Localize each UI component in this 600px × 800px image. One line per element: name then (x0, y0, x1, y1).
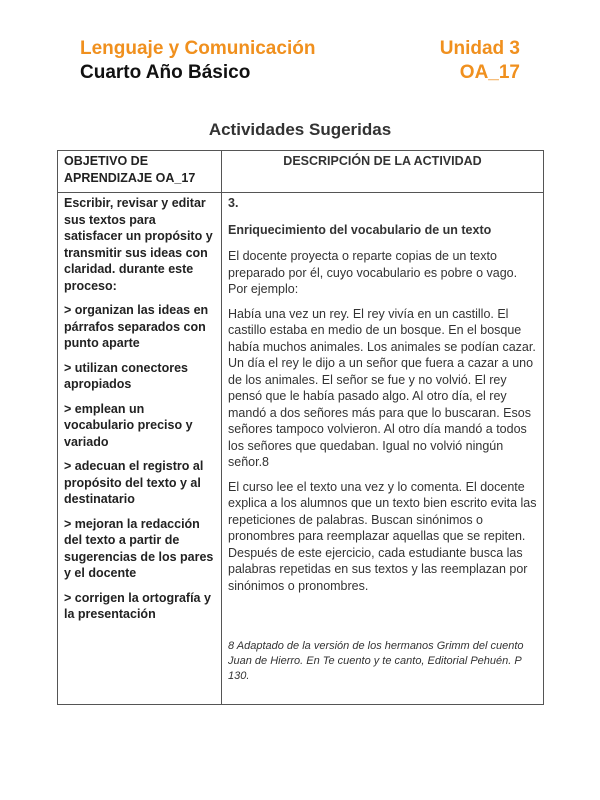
section-title: Actividades Sugeridas (208, 120, 392, 139)
activity-number: 3. (228, 196, 239, 210)
activity-cell (222, 193, 544, 705)
objective-item: > corrigen la ortografía y la presentación (64, 590, 211, 621)
activity-paragraph: El docente proyecta o reparte copias de un texto preparado por él, cuyo vocabulario es pobre o vago. Por ejemplo: (228, 249, 518, 296)
footnote: 8 Adaptado de la versión de los hermanos Grimm del cuento Juan de Hierro. En Te cuento y te canto, Editorial Pehuén. P 130. (228, 640, 524, 682)
example-text: Había una vez un rey. El rey vivía en un castillo. El castillo estaba en medio de un bosque. En el bosque había muchos animales. Los animales se podían cazar. Un día el rey le dijo a un señor que fuera a cazar a uno de los animales. El señor se fue y no volvió. El rey pensó que le había pasado algo. Al otro día, el rey mandó a dos señores más para que lo buscaran. Esos señores tampoco volvieron. Al otro día mandó a todos los señores que quedaban. Igual no volvió ningún señor.8 (228, 306, 536, 469)
activity-title: Enriquecimiento del vocabulario de un texto (228, 222, 492, 237)
objective-item: > utilizan conectores apropiados (64, 360, 188, 391)
description-header: DESCRIPCIÓN DE LA ACTIVIDAD (222, 151, 544, 193)
objective-item: > organizan las ideas en párrafos separados con punto aparte (64, 303, 209, 350)
objective-header: OBJETIVO DE APRENDIZAJE OA_17 (58, 151, 222, 193)
objective-item: > emplean un vocabulario preciso y variado (64, 401, 193, 449)
activity-paragraph: El curso lee el texto una vez y lo comenta. El docente explica a los alumnos que un texto bien escrito evita las repeticiones de palabras. Buscan sinónimos o pronombres para reemplazar aquellas que se repiten. Después de este ejercicio, cada estudiante busca las palabras repetidas en sus textos y las reemplazan por sinónimos o pronombres. (228, 479, 537, 593)
objective-cell (58, 193, 222, 705)
objective-item: > mejoran la redacción del texto a partir de sugerencias de los pares y el docente (64, 516, 214, 580)
activities-table (57, 150, 544, 705)
objective-item: > adecuan el registro al propósito del texto y al destinatario (64, 459, 204, 506)
objective-intro: Escribir, revisar y editar sus textos para satisfacer un propósito y transmitir sus ideas con claridad. durante este proceso: (64, 196, 213, 293)
table-row (58, 193, 544, 705)
oa-title: OA_17 (459, 62, 520, 83)
subject-title: Lenguaje y Comunicación (80, 38, 316, 59)
unit-title: Unidad 3 (439, 38, 520, 59)
grade-title: Cuarto Año Básico (80, 62, 251, 83)
table-header-row (58, 151, 544, 193)
